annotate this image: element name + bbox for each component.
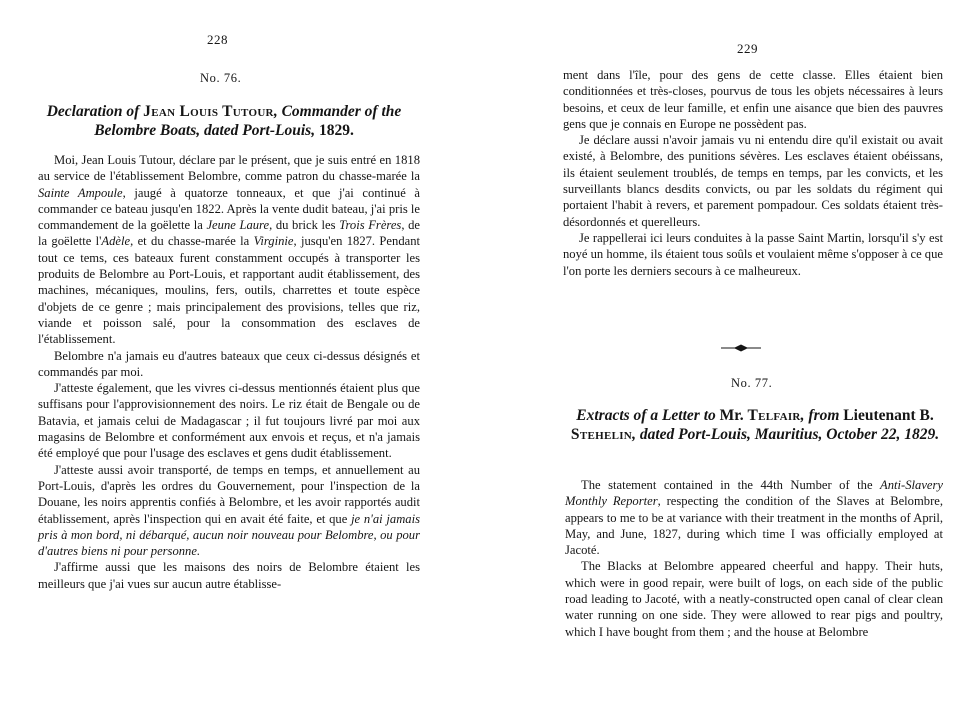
- paragraph: Je rappellerai ici leurs conduites à la passe Saint Martin, lorsqu'il s'y est noyé un homme, ils étaient tous soûls et voulaient même s'opposer à ce que l'on porte les derniers secours à ce malheureux.: [563, 230, 943, 278]
- continuation-body: [563, 67, 943, 279]
- ornament-divider-icon: [721, 344, 761, 352]
- paragraph: The Blacks at Belombre appeared cheerful and happy. Their huts, which were in good repair, were built of logs, on each side of the public road leading to Jacoté, with a neatly-constructed open canal of clear clean water running on one side. They were allowed to rear pigs and poultry, which I have bought from them ; and the house at Belombre: [565, 559, 943, 639]
- paragraph: J'atteste également, que les vivres ci-dessus mentionnés étaient plus que suffisans pour l'approvisionnement des noirs. Le riz était de Bengale ou de Batavia, et jamais celui de Madagascar ; il fut toujours livré par moi aux magasins de Belombre et conformément aux envois et reçus, et n'a jamais été employé que pour l'usage des esclaves et gens dudit établissement.: [38, 381, 420, 461]
- paragraph: J'affirme aussi que les maisons des noirs de Belombre étaient les meilleurs que j'ai vues sur aucun autre établisse-: [38, 560, 420, 591]
- letter-body: [565, 477, 943, 640]
- document-number: No. 77.: [731, 376, 773, 390]
- right-page: [490, 0, 980, 705]
- paragraph: J'atteste aussi avoir transporté, de temps en temps, et annuellement au Port-Louis, d'après les ordres du Gouvernement, pour l'inspection de la Douane, les noirs apprentis confiés à Belombre, et les avoir rapportés audit établissement, après l'inspection qui en avait été faite, et que je n'ai jamais pris à mon bord, ni débarqué, aucun noir nouveau pour Belombre, ou pour d'autres biens ni pour personne.: [38, 462, 420, 559]
- paragraph: ment dans l'île, pour des gens de cette classe. Elles étaient bien conditionnées et très-closes, pourvus de tous les objets nécessaires à leurs besoins, et ceux de leur famille, et enfin une aisance que bien des pauvres gens que je connais en Europe ne possèdent pas.: [563, 68, 943, 131]
- page-number: 229: [737, 41, 758, 56]
- page-number: 228: [207, 32, 228, 47]
- heading-name: Telfair: [747, 407, 801, 424]
- document-heading: Extracts of a Letter to Mr. Telfair, from Lieutenant B. Stehelin, dated Port-Louis, Mauritius, October 22, 1829.: [570, 407, 940, 443]
- paragraph: The statement contained in the 44th Number of the Anti-Slavery Monthly Reporter, respecting the condition of the Slaves at Belombre, appears to me to be at variance with their treatment in the months of April, May, and June, 1827, during which time I was officially employed at Jacoté.: [565, 478, 944, 558]
- paragraph: Je déclare aussi n'avoir jamais vu ni entendu dire qu'il existait ou avait existé, à Belombre, des punitions sévères. Les esclaves étaient obéissans, ils étaient seulement troublés, de temps en temps, par les convicts, et les surveillants blancs desdits convicts, ou par les soldats du régiment qui portaient l'habit à revers, et parement pompadour. Ces soldats étaient très-désordonnés et querelleurs.: [563, 133, 943, 229]
- paragraph: Belombre n'a jamais eu d'autres bateaux que ceux ci-dessus désignés et commandés par moi.: [38, 348, 420, 379]
- paragraph: Moi, Jean Louis Tutour, déclare par le présent, que je suis entré en 1818 au service de l'établissement Belombre, comme patron du chasse-marée la Sainte Ampoule, jaugé à quatorze tonneaux, et que j'ai continué à commander ce bateau jusqu'en 1822. Après la vente dudit bateau, j'ai pris le commandement de la goëlette la Jeune Laure, du brick les Trois Frères, de la goëlette l'Adèle, et du chasse-marée la Virginie, jusqu'en 1827. Pendant tout ce tems, ces bateaux furent constamment occupés à transporter les produits de Belombre au Port-Louis, et rapportant audit établissement, des machines, mécaniques, moulins, fers, outils, charrettes et toute espèce d'objets de ce genre ; mais principalement des provisions, telles que riz, viande et poisson salé, pour la consommation des esclaves de l'établissement.: [38, 153, 421, 347]
- document-number: No. 76.: [200, 71, 242, 85]
- heading-name: Stehelin: [570, 426, 633, 443]
- heading-name: Jean Louis Tutour: [143, 103, 274, 120]
- document-heading: Declaration of Jean Louis Tutour, Commander of the Belombre Boats, dated Port-Louis, 1829.: [46, 103, 402, 139]
- declaration-body: [38, 152, 420, 592]
